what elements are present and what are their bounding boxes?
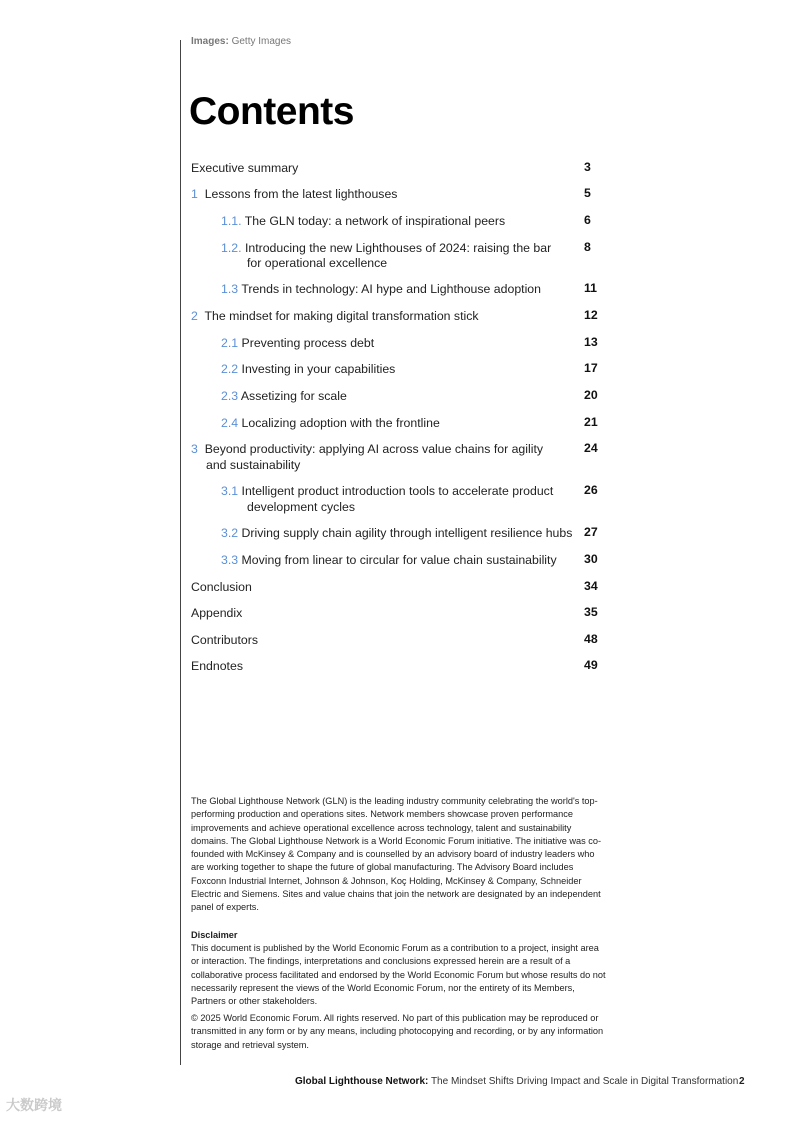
toc-item-text: Moving from linear to circular for value chain sustainability — [241, 553, 557, 567]
gln-about-paragraph: The Global Lighthouse Network (GLN) is the leading industry community celebrating the world's top-performing production and operations sites. Network members showcase proven performance improvements and achieve operational excellence across technology, talent and sustainability domains. The Global Lighthouse Network is a World Economic Forum initiative. The initiative was co-founded with McKinsey & Company and is counselled by an advisory board of industry leaders who are working together to shape the future of global manufacturing. The Advisory Board includes Foxconn Industrial Internet, Johnson & Johnson, Koç Holding, McKinsey & Company, Schneider Electric and Siemens. Sites and value chains that join the network are designated by an independent panel of experts. — [191, 796, 602, 913]
toc-page-number: 3 — [584, 160, 591, 174]
toc-page-number: 5 — [584, 186, 591, 200]
toc-item-number: 2.3 — [221, 389, 239, 403]
toc-page-number: 24 — [584, 441, 598, 455]
toc-item-text: Trends in technology: AI hype and Lighthouse adoption — [241, 282, 541, 296]
toc-item-3-1[interactable] — [221, 483, 553, 499]
toc-page-number: 8 — [584, 240, 591, 254]
toc-page-number: 17 — [584, 361, 598, 375]
toc-item-text: Lessons from the latest lighthouses — [204, 187, 398, 201]
toc-page-number: 13 — [584, 335, 598, 349]
toc-page-number: 21 — [584, 415, 598, 429]
toc-item-text: Executive summary — [191, 161, 299, 175]
toc-item-contributors[interactable] — [191, 632, 258, 648]
toc-item-number: 3.2 — [221, 526, 239, 540]
footer-series: Global Lighthouse Network: — [295, 1076, 429, 1087]
toc-item-1-2-continued — [247, 255, 387, 271]
toc-item-text: The GLN today: a network of inspirational peers — [244, 214, 506, 228]
toc-item-1-3[interactable] — [221, 281, 541, 297]
toc-item-endnotes[interactable] — [191, 658, 243, 674]
toc-item-number: 2.4 — [221, 416, 239, 430]
toc-item-text: for operational excellence — [247, 256, 388, 270]
toc-item-chapter-2[interactable] — [191, 308, 479, 324]
toc-item-number: 3 — [191, 442, 198, 456]
toc-item-text: Contributors — [191, 633, 258, 647]
toc-page-number: 48 — [584, 632, 598, 646]
toc-item-number: 1.1. — [221, 214, 242, 228]
toc-item-text: Beyond productivity: applying AI across value chains for agility — [204, 442, 544, 456]
toc-item-number: 3.1 — [221, 484, 239, 498]
toc-item-3-2[interactable] — [221, 525, 572, 541]
toc-page-number: 26 — [584, 483, 598, 497]
toc-item-text: Intelligent product introduction tools to accelerate product — [241, 484, 554, 498]
toc-item-text: Appendix — [191, 606, 243, 620]
toc-item-text: Preventing process debt — [241, 336, 375, 350]
toc-item-text: The mindset for making digital transformation stick — [204, 309, 479, 323]
toc-item-number: 2.1 — [221, 336, 239, 350]
toc-item-text: Introducing the new Lighthouses of 2024: raising the bar — [244, 241, 552, 255]
toc-item-appendix[interactable] — [191, 605, 242, 621]
toc-item-text: and sustainability — [206, 458, 301, 472]
image-credit-value: Getty Images — [231, 36, 292, 47]
toc-item-text: Localizing adoption with the frontline — [241, 416, 440, 430]
toc-item-text: Conclusion — [191, 580, 252, 594]
image-credit-label: Images: — [191, 36, 229, 47]
toc-page-number: 27 — [584, 525, 598, 539]
toc-item-number: 2 — [191, 309, 198, 323]
watermark: 大数跨境 — [6, 1097, 62, 1113]
toc-item-1-2[interactable] — [221, 240, 551, 256]
toc-page-number: 30 — [584, 552, 598, 566]
page-title: Contents — [189, 90, 354, 133]
toc-page-number: 35 — [584, 605, 598, 619]
disclaimer-body: This document is published by the World Economic Forum as a contribution to a project, insight area or interaction. The findings, interpretations and conclusions expressed herein are a result of a collaborative process facilitated and endorsed by the World Economic Forum but whose results do not necessarily represent the views of the World Economic Forum, nor the entirety of its Members, Partners or other stakeholders. — [191, 943, 606, 1007]
footer-title: The Mindset Shifts Driving Impact and Scale in Digital Transformation — [430, 1076, 739, 1087]
toc-item-text: Assetizing for scale — [240, 389, 347, 403]
toc-page-number: 49 — [584, 658, 598, 672]
toc-item-text: development cycles — [247, 500, 355, 514]
toc-item-number: 2.2 — [221, 362, 239, 376]
toc-page-number: 20 — [584, 388, 598, 402]
toc-item-chapter-1[interactable] — [191, 186, 397, 202]
toc-item-chapter-3-continued — [206, 457, 300, 473]
toc-item-number: 3.3 — [221, 553, 239, 567]
toc-item-text: Endnotes — [191, 659, 243, 673]
toc-item-number: 1.3 — [221, 282, 239, 296]
toc-page-number: 12 — [584, 308, 598, 322]
toc-page-number: 34 — [584, 579, 598, 593]
toc-item-chapter-3[interactable] — [191, 441, 543, 457]
toc-item-number: 1 — [191, 187, 198, 201]
disclaimer-heading: Disclaimer — [191, 930, 238, 940]
running-footer — [295, 1076, 738, 1087]
toc-page-number: 6 — [584, 213, 591, 227]
image-credit — [191, 36, 291, 47]
toc-item-text: Investing in your capabilities — [241, 362, 396, 376]
toc-item-2-2[interactable] — [221, 361, 395, 377]
toc-item-text: Driving supply chain agility through intelligent resilience hubs — [241, 526, 573, 540]
toc-item-number: 1.2. — [221, 241, 242, 255]
left-rule — [180, 40, 181, 1065]
page-number: 2 — [739, 1076, 745, 1087]
toc-item-2-4[interactable] — [221, 415, 440, 431]
toc-item-executive-summary[interactable] — [191, 160, 298, 176]
toc-item-2-3[interactable] — [221, 388, 347, 404]
toc-page-number: 11 — [584, 281, 597, 295]
toc-item-conclusion[interactable] — [191, 579, 252, 595]
toc-item-3-1-continued — [247, 499, 355, 515]
toc-item-1-1[interactable] — [221, 213, 505, 229]
copyright-notice: © 2025 World Economic Forum. All rights reserved. No part of this publication may be reproduced or transmitted in any form or by any means, including photocopying and recording, or by any information storage and retrieval system. — [191, 1013, 604, 1050]
toc-item-3-3[interactable] — [221, 552, 557, 568]
toc-item-2-1[interactable] — [221, 335, 374, 351]
